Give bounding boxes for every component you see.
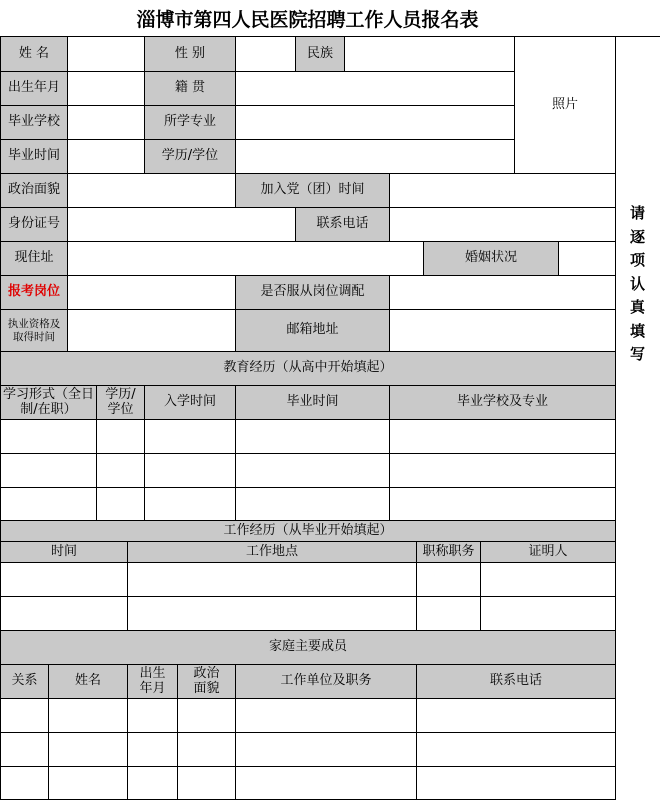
label-name: 姓 名 — [0, 36, 68, 72]
label-native-place: 籍 贯 — [144, 71, 236, 106]
input-name[interactable] — [67, 36, 145, 72]
edu-cell[interactable] — [235, 487, 390, 521]
edu-cell[interactable] — [96, 487, 145, 521]
label-political: 政治面貌 — [0, 173, 68, 208]
edu-col-start: 入学时间 — [144, 385, 236, 420]
input-address[interactable] — [67, 241, 424, 276]
edu-cell[interactable] — [96, 419, 145, 454]
edu-cell[interactable] — [0, 487, 97, 521]
family-col-employer: 工作单位及职务 — [235, 664, 417, 699]
family-col-political: 政治面貌 — [177, 664, 236, 699]
edu-cell[interactable] — [144, 487, 236, 521]
work-cell[interactable] — [0, 596, 128, 631]
label-phone: 联系电话 — [295, 207, 390, 242]
input-marital[interactable] — [558, 241, 616, 276]
family-cell[interactable] — [48, 732, 128, 767]
input-adjust[interactable] — [389, 275, 616, 310]
family-header: 家庭主要成员 — [0, 630, 616, 665]
label-party-time: 加入党（团）时间 — [235, 173, 390, 208]
edu-col-school: 毕业学校及专业 — [389, 385, 616, 420]
family-cell[interactable] — [235, 732, 417, 767]
input-party-time[interactable] — [389, 173, 616, 208]
label-address: 现住址 — [0, 241, 68, 276]
family-cell[interactable] — [235, 698, 417, 733]
input-degree[interactable] — [235, 139, 515, 174]
family-cell[interactable] — [0, 732, 49, 767]
family-cell[interactable] — [48, 766, 128, 800]
family-col-relation: 关系 — [0, 664, 49, 699]
input-political[interactable] — [67, 173, 236, 208]
family-cell[interactable] — [177, 732, 236, 767]
label-ethnicity: 民族 — [295, 36, 345, 72]
family-col-phone: 联系电话 — [416, 664, 616, 699]
input-grad-time[interactable] — [67, 139, 145, 174]
work-cell[interactable] — [480, 596, 616, 631]
family-cell[interactable] — [416, 766, 616, 800]
education-header: 教育经历（从高中开始填起） — [0, 351, 616, 386]
family-cell[interactable] — [127, 766, 178, 800]
family-cell[interactable] — [177, 766, 236, 800]
family-col-name: 姓名 — [48, 664, 128, 699]
input-license[interactable] — [67, 309, 236, 352]
family-cell[interactable] — [416, 698, 616, 733]
work-header: 工作经历（从毕业开始填起） — [0, 520, 616, 542]
work-cell[interactable] — [0, 562, 128, 597]
input-ethnicity[interactable] — [344, 36, 515, 72]
work-cell[interactable] — [416, 596, 481, 631]
edu-cell[interactable] — [389, 487, 616, 521]
edu-cell[interactable] — [96, 453, 145, 488]
input-position[interactable] — [67, 275, 236, 310]
input-postal[interactable] — [389, 309, 616, 352]
input-major[interactable] — [235, 105, 515, 140]
family-cell[interactable] — [177, 698, 236, 733]
work-col-title: 职称职务 — [416, 541, 481, 563]
edu-cell[interactable] — [235, 453, 390, 488]
label-gender: 性 别 — [144, 36, 236, 72]
work-cell[interactable] — [480, 562, 616, 597]
side-note — [615, 36, 660, 799]
side-note-char: 写 — [629, 345, 645, 363]
work-cell[interactable] — [127, 562, 417, 597]
input-school[interactable] — [67, 105, 145, 140]
label-position: 报考岗位 — [0, 275, 68, 310]
side-note-char: 请 — [629, 204, 645, 222]
input-gender[interactable] — [235, 36, 296, 72]
edu-cell[interactable] — [235, 419, 390, 454]
edu-cell[interactable] — [389, 419, 616, 454]
edu-col-mode: 学习形式（全日制/在职） — [0, 385, 97, 420]
family-cell[interactable] — [0, 766, 49, 800]
edu-cell[interactable] — [0, 453, 97, 488]
label-postal: 邮箱地址 — [235, 309, 390, 352]
side-note-char: 真 — [629, 298, 645, 316]
side-note-char: 填 — [629, 321, 645, 340]
family-cell[interactable] — [48, 698, 128, 733]
family-cell[interactable] — [235, 766, 417, 800]
input-phone[interactable] — [389, 207, 616, 242]
edu-col-degree: 学历/学位 — [96, 385, 145, 420]
family-cell[interactable] — [127, 732, 178, 767]
label-adjust: 是否服从岗位调配 — [235, 275, 390, 310]
input-birth[interactable] — [67, 71, 145, 106]
label-marital: 婚姻状况 — [423, 241, 559, 276]
work-col-time: 时间 — [0, 541, 128, 563]
label-license: 执业资格及取得时间 — [0, 309, 68, 352]
edu-cell[interactable] — [144, 419, 236, 454]
edu-col-end: 毕业时间 — [235, 385, 390, 420]
family-cell[interactable] — [0, 698, 49, 733]
side-note-char: 逐 — [629, 227, 645, 246]
edu-cell[interactable] — [144, 453, 236, 488]
label-school: 毕业学校 — [0, 105, 68, 140]
work-col-witness: 证明人 — [480, 541, 616, 563]
work-cell[interactable] — [127, 596, 417, 631]
edu-cell[interactable] — [389, 453, 616, 488]
label-id-no: 身份证号 — [0, 207, 68, 242]
family-col-birth: 出生年月 — [127, 664, 178, 699]
side-note-char: 项 — [629, 251, 645, 269]
family-cell[interactable] — [416, 732, 616, 767]
form-title: 淄博市第四人民医院招聘工作人员报名表 — [136, 8, 479, 31]
input-native-place[interactable] — [235, 71, 515, 106]
label-birth: 出生年月 — [0, 71, 68, 106]
label-grad-time: 毕业时间 — [0, 139, 68, 174]
work-col-place: 工作地点 — [127, 541, 417, 563]
label-degree: 学历/学位 — [144, 139, 236, 174]
side-note-char: 认 — [629, 274, 645, 293]
input-id-no[interactable] — [67, 207, 296, 242]
photo-box[interactable]: 照片 — [514, 36, 616, 174]
label-major: 所学专业 — [144, 105, 236, 140]
edu-cell[interactable] — [0, 419, 97, 454]
work-cell[interactable] — [416, 562, 481, 597]
family-cell[interactable] — [127, 698, 178, 733]
